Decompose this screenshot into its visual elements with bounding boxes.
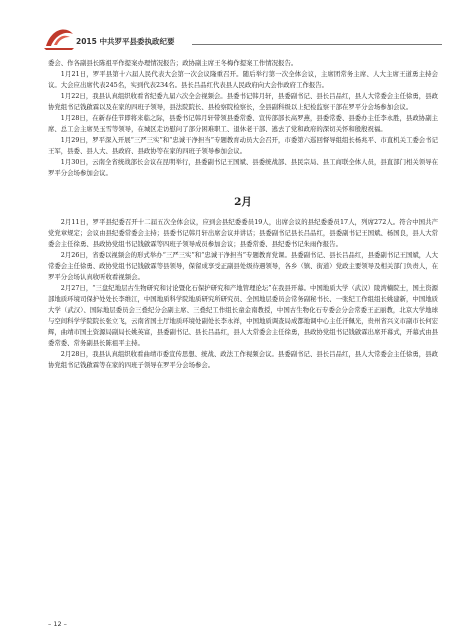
document-body <box>48 58 438 371</box>
paragraph: 2月28日，我县认真组织收看曲靖市委宣传思想、统战、政法工作视频会议。县委副书记、县长吕品红，县人大常委会主任徐勇，县政协党组书记钱啟霖等在家的四班子领导在罗平分会场参会。 <box>48 350 438 369</box>
month-heading: 2月 <box>234 196 252 208</box>
paragraph: 2月26日，省委以视频会的形式举办“三严三实”和“忠诚干净担当”专题教育党课。县委副书记、县长吕品红，县委副书记王国斌，人大常委会主任徐勇、政协党组书记钱啟霖等县领导，保留成享受正副县处级待遇领导，各乡（镇、街道）党政主要领导及相关部门负责人，在罗平分会场认真收听收看视频会。 <box>48 251 438 281</box>
paragraph: 2月27日，“三盘纪地层古生物研究和讨论暨化石保护研究和产地管理论坛”在我县开幕。中国地质大学（武汉）陵湾楠院士，国土资源部地质环境司保护处处长李维江，中国地质科学院地质研究所研究员、全国地层委员会常务副秘书长、一张纪工作组组长姚建新，中国地质大学（武汉）、国际地层委员会三叠纪分会副主席、三叠纪工作组长童金南教授，中国古生物化石专委会分会常委王正丽教，北京大学地球与空间科学学院院长张立飞，云南省国土厅地质环境处副处长李永祥，中国地质调查局成都地调中心主任汗佩光，贵州省兴义市副市长何宏辉，曲靖市国土资源局副局长姚英富，县委副书记、县长吕品红，县人大常委会主任徐勇，县政协党组书记钱啟霖出席开幕式，开幕式由县委常委、常务副县长陈祖平主持。 <box>48 284 438 347</box>
paragraph: 1月22日，我县认真组织收看省纪委九届六次全会视频会。县委书记韩月轩，县委副书记、县长吕品红，县人大常委会主任徐勇，县政协党组书记钱啟霖以及在家的四班子领导，县法院院长、县检察院检察长，全县副科级以上纪检监察干部在罗平分会场参加会议。 <box>48 92 438 111</box>
paragraph: 委会、作各副县长陈祖平作提案办理情况报告；政协副主席王冬梅作提案工作情况报告。 <box>48 59 298 67</box>
page-header <box>42 22 442 56</box>
header-title: 2015 中共罗平县委执政纪要 <box>76 37 175 46</box>
paragraph: 1月21日，罗平县第十六届人民代表大会第一次会议隆重召开。随后举行第一次全体会议，主席团常务主席、人大主席王道勇主持会议。大会应出席代表245名，实到代表234名。县长吕品红代表县人民政府向大会作政府工作报告。 <box>48 70 438 89</box>
paragraph: 2月11日，罗平县纪委召开十二届五次全体会议，应到会县纪委委员19人，出席会议的县纪委委员17人，列席272人。符合中国共产党党章规定；会议由县纪委常委会主持；县委书记韩月轩出席会议并讲话；县委副书记县长吕品红，县委副书记王国斌、杨国良，县人大常委会主任徐勇、县政协党组书记钱啟霖等四班子领导成员参加会议；县委常委、县纪委书记朱雨作报告。 <box>48 218 438 248</box>
paragraph: 1月29日，罗平深入开展“三严三实”和“忠诚干净担当”专题教育动员大会召开，市委第六巡回督导组组长杨兆平、市直机关工委会书记王军，县委、县人大、县政府、县政协等在家的四班子领导参加会议。 <box>48 136 438 155</box>
paragraph: 1月28日，在新春佳节即将来临之际，县委书记韩月轩带领县委常委、宣传部部长高罗燕，县委常委、县委办主任李永胜，县政协副主席、总工会主席吴玉雪等领导，在城区走访慰问了部分困难职工、退休老干部、逃去了党和政府的深切关怀和殷殷祝福。 <box>48 114 438 133</box>
paragraph: 1月30日，云南全省统战部长会议在昆明举行，县委副书记王国斌、县委统战部、县民宗局、县工商联全体人员，县直部门相关领导在罗平分会场参加会议。 <box>48 158 438 177</box>
page-number: – 12 – <box>48 620 67 628</box>
emblem-icon <box>42 22 76 52</box>
header-rule <box>192 44 442 45</box>
